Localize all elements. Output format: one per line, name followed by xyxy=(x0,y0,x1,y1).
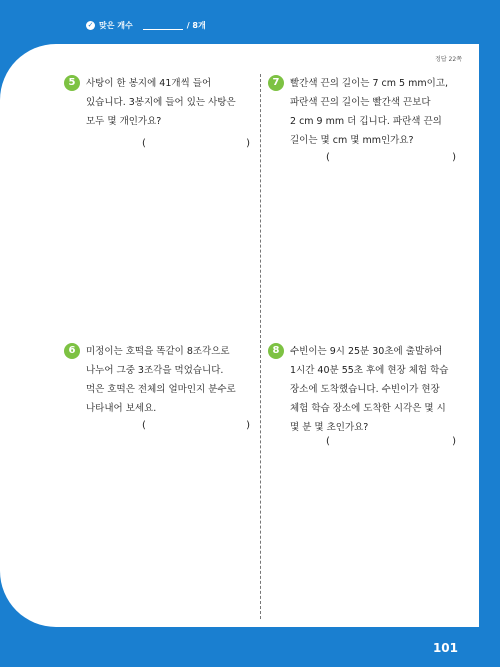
answer-reference: 정답 22쪽 xyxy=(435,56,462,63)
problem-text: 수빈이는 9시 25분 30초에 출발하여 1시간 40분 55초 후에 현장 체험 학습 장소에 도착했습니다. 수빈이가 현장 체험 학습 장소에 도착한 시각은 몇 시 몇 분 몇 초인가요? xyxy=(290,346,449,433)
answer-blank-6[interactable] xyxy=(142,420,250,431)
problem-5 xyxy=(68,74,258,131)
worksheet-page xyxy=(0,44,479,627)
score-box xyxy=(86,20,206,31)
problem-number-badge: 6 xyxy=(64,343,80,359)
answer-close-paren: ) xyxy=(452,152,456,163)
problem-text: 미정이는 호떡을 똑같이 8조각으로 나누어 그중 3조각을 먹었습니다. 먹은 호떡은 전체의 얼마인지 분수로 나타내어 보세요. xyxy=(86,346,236,414)
answer-open-paren: ( xyxy=(142,138,146,149)
answer-open-paren: ( xyxy=(142,420,146,431)
problem-text: 사탕이 한 봉지에 41개씩 들어 있습니다. 3봉지에 들어 있는 사탕은 모두 몇 개인가요? xyxy=(86,78,236,127)
page-number: 101 xyxy=(432,641,458,655)
answer-close-paren: ) xyxy=(246,138,250,149)
check-circle-icon: ✓ xyxy=(87,21,94,29)
problem-7 xyxy=(272,74,462,150)
answer-close-paren: ) xyxy=(452,436,456,447)
answer-open-paren: ( xyxy=(326,436,330,447)
answer-open-paren: ( xyxy=(326,152,330,163)
score-total: / 8개 xyxy=(186,21,206,30)
answer-blank-7[interactable] xyxy=(326,152,456,163)
header-bar xyxy=(0,0,500,44)
score-label: 맞은 개수 xyxy=(99,21,133,30)
problem-text: 빨간색 끈의 길이는 7 cm 5 mm이고, 파란색 끈의 길이는 빨간색 끈보다 2 cm 9 mm 더 깁니다. 파란색 끈의 길이는 몇 cm 몇 mm인가요? xyxy=(290,78,448,146)
answer-close-paren: ) xyxy=(246,420,250,431)
problem-number-badge: 7 xyxy=(268,75,284,91)
problem-number-badge: 8 xyxy=(268,343,284,359)
answer-blank-8[interactable] xyxy=(326,436,456,447)
problem-number-badge: 5 xyxy=(64,75,80,91)
problem-8 xyxy=(272,342,462,437)
score-blank-line xyxy=(143,21,183,30)
answer-blank-5[interactable] xyxy=(142,138,250,149)
problem-6 xyxy=(68,342,258,418)
column-divider xyxy=(260,74,261,619)
